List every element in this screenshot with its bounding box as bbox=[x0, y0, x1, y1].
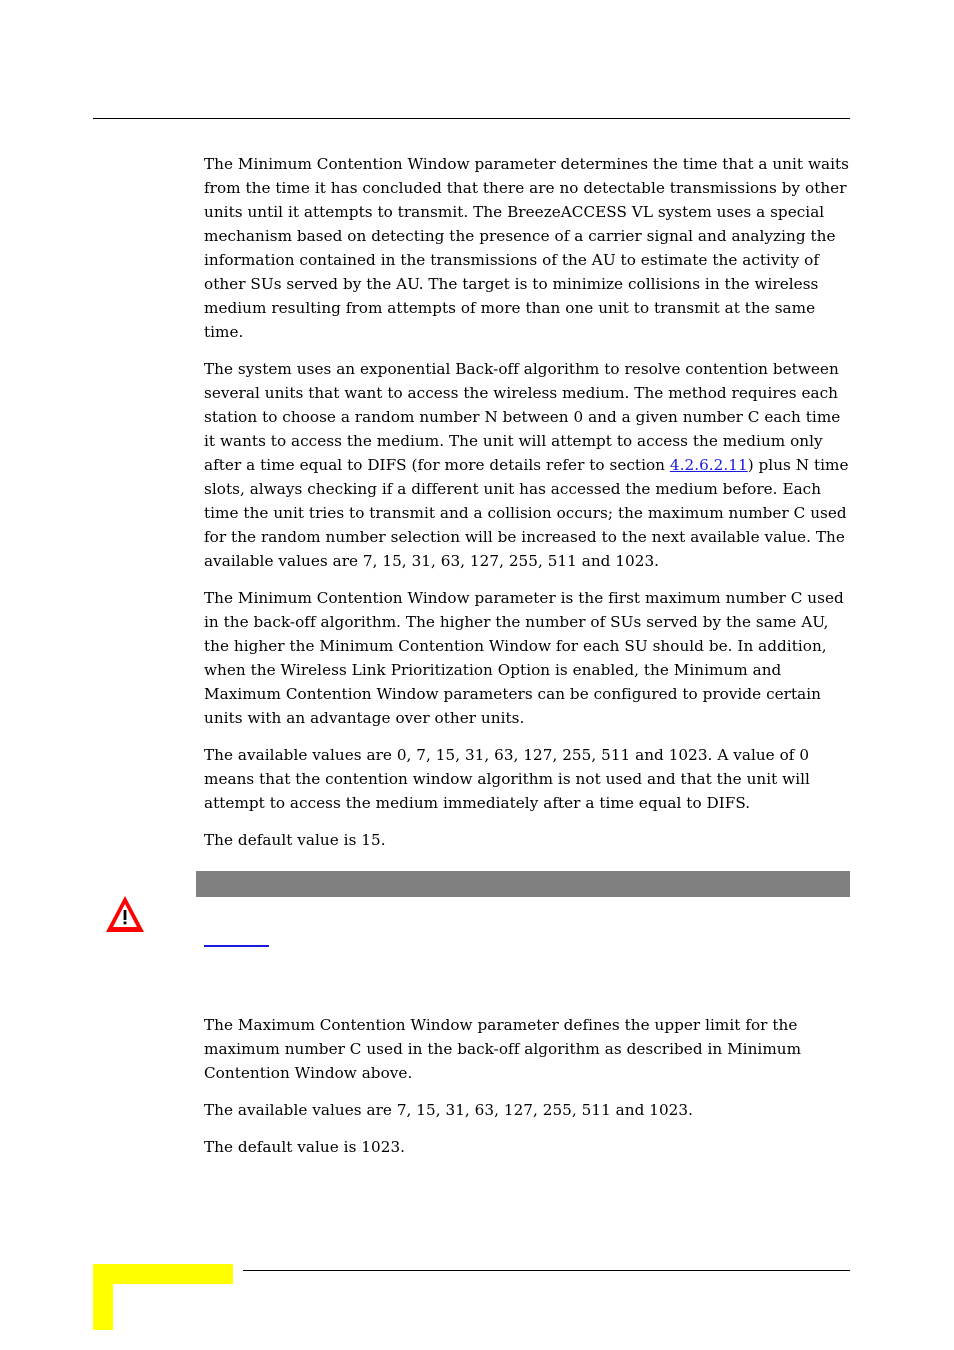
caution-triangle-icon bbox=[104, 894, 146, 934]
paragraph-max-cw-intro: The Maximum Contention Window parameter defines the upper limit for the maximum number C used in the back-off algorithm as described in Minimum Contention Window above. bbox=[204, 1016, 802, 1082]
footer-corner-mark-horizontal bbox=[93, 1264, 233, 1284]
paragraph-intro: The Minimum Contention Window parameter determines the time that a unit waits from the time it has concluded that there are no detectable transmissions by other units until it attempts to transmit. The BreezeACCESS VL system uses a special mechanism based on detecting the presence of a carrier signal and analyzing the information contained in the transmissions of the AU to estimate the activity of other SUs served by the AU. The target is to minimize collisions in the wireless medium resulting from attempts of more than one unit to transmit at the same time. bbox=[204, 155, 850, 341]
caution-link-underline[interactable] bbox=[204, 945, 269, 947]
header-rule bbox=[93, 118, 850, 119]
paragraph-min-cw-values: The available values are 0, 7, 15, 31, 63, 127, 255, 511 and 1023. A value of 0 means that the contention window algorithm is not used and that the unit will attempt to access the medium immediately after a time equal to DIFS. bbox=[204, 746, 810, 812]
footer-rule bbox=[243, 1270, 850, 1271]
backoff-text-start: The system uses an exponential Back-off algorithm to resolve contention between several units that want to access the wireless medium. The method requires each station to choose a random number N between 0 and a given number C each time it wants to access the medium. The unit will attempt to access the medium only after a time equal to DIFS (for more details refer to section bbox=[204, 360, 841, 474]
section-reference-link[interactable]: 4.2.6.2.11 bbox=[669, 456, 748, 474]
paragraph-min-cw-default: The default value is 15. bbox=[204, 831, 386, 849]
paragraph-backoff bbox=[204, 357, 850, 573]
paragraph-max-cw-values: The available values are 7, 15, 31, 63, 127, 255, 511 and 1023. bbox=[204, 1101, 693, 1119]
min-contention-window-section bbox=[204, 152, 850, 852]
paragraph-max-cw-default: The default value is 1023. bbox=[204, 1138, 406, 1156]
max-contention-window-section bbox=[204, 1013, 850, 1159]
footer-corner-mark-vertical bbox=[93, 1264, 113, 1330]
backoff-text-end: ) plus N time slots, always checking if a different unit has accessed the medium before. Each time the unit tries to transmit and a collision occurs; the maximum number C used for the random number selection will be increased to the next available value. The available values are 7, 15, 31, 63, 127, 255, 511 and 1023. bbox=[204, 456, 849, 570]
paragraph-min-cw-usage: The Minimum Contention Window parameter is the first maximum number C used in the back-off algorithm. The higher the number of SUs served by the same AU, the higher the Minimum Contention Window for each SU should be. In addition, when the Wireless Link Prioritization Option is enabled, the Minimum and Maximum Contention Window parameters can be configured to provide certain units with an advantage over other units. bbox=[204, 589, 844, 727]
caution-header-bar bbox=[196, 871, 850, 897]
